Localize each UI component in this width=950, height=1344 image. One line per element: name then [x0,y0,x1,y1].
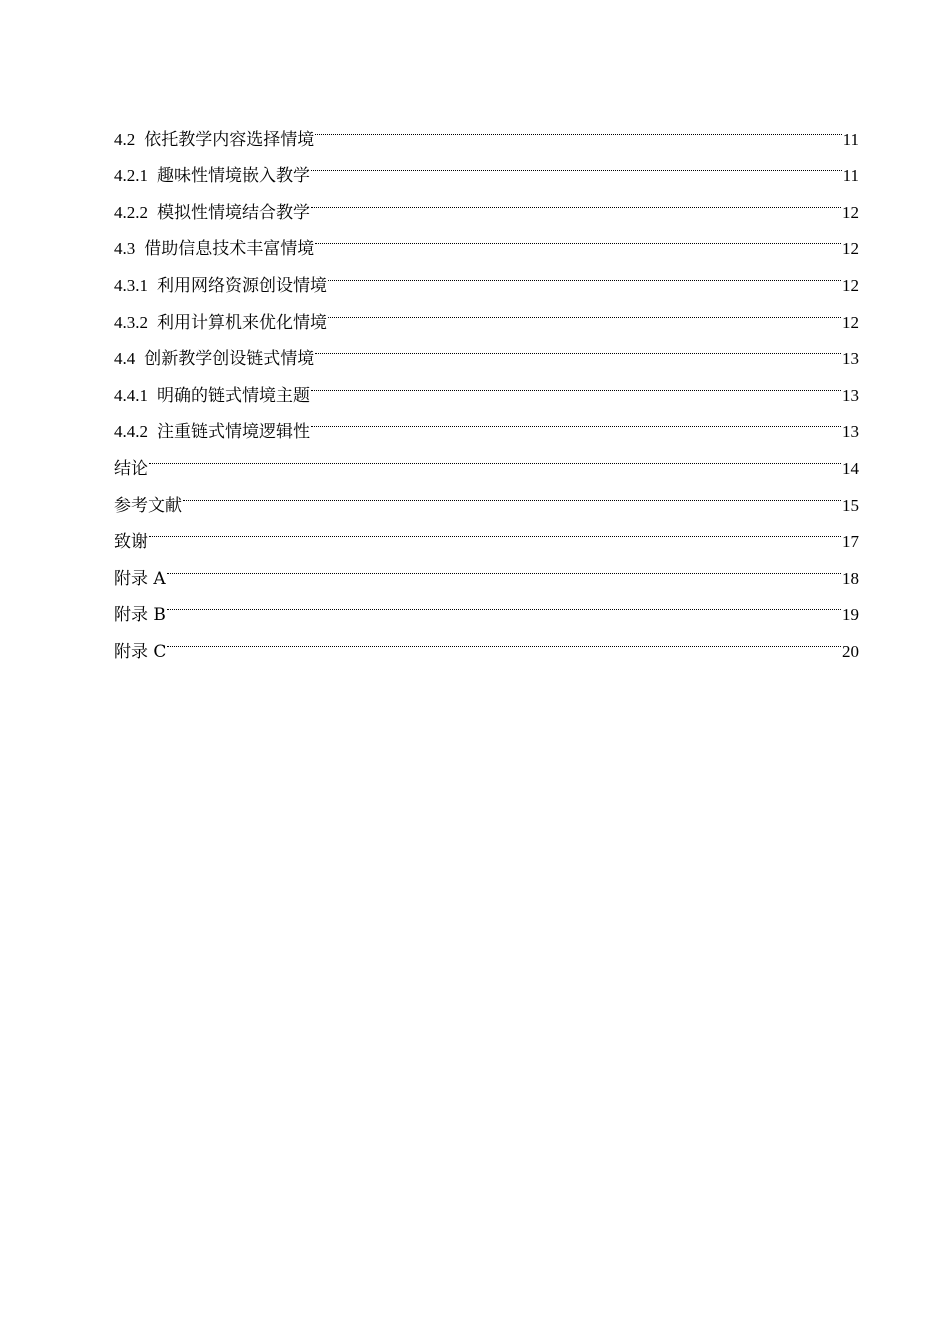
toc-dot-leader [311,181,841,218]
toc-entry-page: 12 [842,312,859,332]
toc-entry-number: 4.2.1 [114,166,148,186]
toc-entry-title: 创新教学创设链式情境 [144,349,315,370]
toc-entry-number: 4.3 [114,239,136,259]
toc-dot-leader [149,437,841,474]
toc-entry-title: 明确的链式情境主题 [157,385,310,406]
toc-entry-title: 附录 B [114,605,166,626]
toc-entry-page: 12 [842,239,859,259]
toc-dot-leader [149,511,841,548]
toc-entry[interactable] [114,511,859,553]
toc-entry-number: 4.3.2 [114,312,148,332]
toc-entry-page: 12 [842,202,859,222]
toc-dot-leader [315,328,841,365]
toc-entry[interactable] [114,474,859,516]
toc-entry-page: 14 [842,458,859,478]
toc-dot-leader [167,620,841,657]
toc-entry-title: 参考文献 [114,495,182,516]
toc-entry-title: 利用计算机来优化情境 [157,312,327,333]
toc-entry-page: 20 [842,641,859,661]
toc-entry[interactable] [114,437,859,479]
toc-entry-page: 11 [842,166,859,186]
toc-entry[interactable] [114,620,859,662]
toc-entry-title: 趣味性情境嵌入教学 [157,166,310,187]
toc-dot-leader [315,218,841,255]
toc-dot-leader [328,254,841,291]
toc-entry-title: 结论 [114,458,148,479]
toc-entry-number: 4.2 [114,129,136,149]
toc-entry-title: 模拟性情境结合教学 [157,202,310,223]
toc-dot-leader [311,145,842,182]
toc-entry[interactable] [114,108,859,150]
toc-entry-page: 17 [842,532,859,552]
toc-entry-title: 注重链式情境逻辑性 [157,422,310,443]
toc-entry-title: 利用网络资源创设情境 [157,275,327,296]
toc-entry-page: 13 [842,422,859,442]
toc-dot-leader [311,364,841,401]
toc-entry-page: 13 [842,349,859,369]
toc-entry-number: 4.2.2 [114,202,148,222]
toc-entry-page: 11 [842,129,859,149]
toc-dot-leader [315,108,841,145]
toc-entry[interactable] [114,547,859,589]
toc-entry-page: 18 [842,568,859,588]
toc-dot-leader [167,547,841,584]
toc-entry-page: 12 [842,275,859,295]
toc-entry-page: 15 [842,495,859,515]
toc-entry-title: 借助信息技术丰富情境 [144,239,315,260]
toc-entry-page: 19 [842,605,859,625]
toc-entry-number: 4.4.2 [114,422,148,442]
toc-dot-leader [328,291,841,328]
toc-entry-number: 4.3.1 [114,275,148,295]
toc-entry-title: 附录 C [114,641,167,662]
toc-entry[interactable] [114,584,859,626]
toc-dot-leader [183,474,841,511]
toc-entry-title: 依托教学内容选择情境 [144,129,315,150]
toc-entry-page: 13 [842,385,859,405]
toc-entry-title: 附录 A [114,568,166,589]
toc-dot-leader [311,401,841,438]
toc-entry-number: 4.4 [114,349,136,369]
toc-entry-title: 致谢 [114,532,148,553]
table-of-contents [114,108,859,662]
toc-dot-leader [167,584,841,621]
toc-entry-number: 4.4.1 [114,385,148,405]
